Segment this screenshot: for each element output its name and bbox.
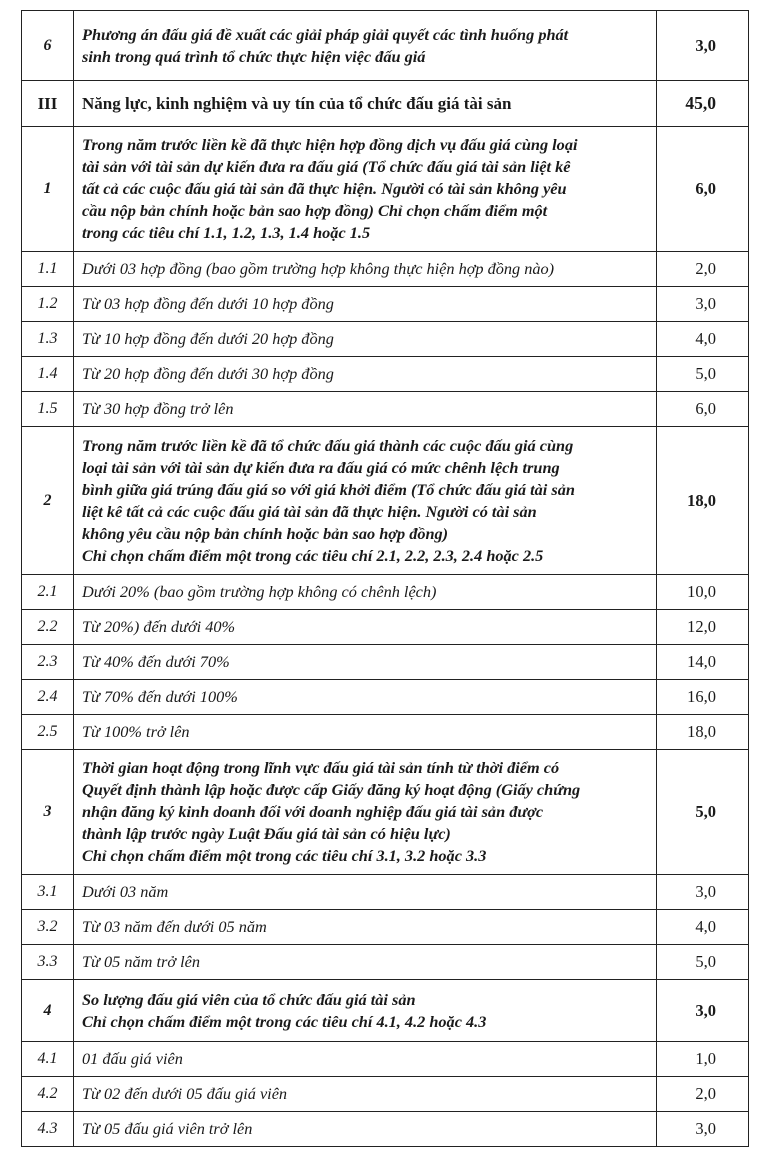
criterion-number: 4.3 bbox=[22, 1112, 74, 1147]
criterion-number: III bbox=[22, 81, 74, 127]
description-line: Thời gian hoạt động trong lĩnh vực đấu giá tài sản tính từ thời điểm có bbox=[82, 758, 560, 777]
sub-criterion-row bbox=[22, 1112, 749, 1147]
criterion-score: 6,0 bbox=[657, 127, 749, 252]
description-line: Từ 05 đấu giá viên trở lên bbox=[82, 1119, 253, 1138]
sub-criterion-row bbox=[22, 715, 749, 750]
description-line: Chỉ chọn chấm điểm một trong các tiêu chí 3.1, 3.2 hoặc 3.3 bbox=[82, 846, 487, 865]
criterion-description bbox=[74, 11, 657, 81]
description-line: Từ 05 năm trở lên bbox=[82, 952, 200, 971]
description-line: loại tài sản với tài sản dự kiến đưa ra đấu giá có mức chênh lệch trung bbox=[82, 457, 560, 477]
criterion-row bbox=[22, 427, 749, 575]
criterion-description bbox=[74, 287, 657, 322]
description-line: Dưới 03 hợp đồng (bao gồm trường hợp không thực hiện hợp đồng nào) bbox=[82, 259, 555, 278]
criterion-description bbox=[74, 1112, 657, 1147]
description-line: Từ 02 đến dưới 05 đấu giá viên bbox=[82, 1084, 288, 1103]
description-line: không yêu cầu nộp bản chính hoặc bản sao hợp đồng) bbox=[82, 523, 449, 543]
description-line: Từ 20 hợp đồng đến dưới 30 hợp đồng bbox=[82, 364, 334, 383]
criterion-description bbox=[74, 715, 657, 750]
criterion-number: 2.3 bbox=[22, 645, 74, 680]
criterion-row bbox=[22, 127, 749, 252]
description-line: Trong năm trước liền kề đã tổ chức đấu giá thành các cuộc đấu giá cùng bbox=[82, 435, 574, 455]
criterion-number: 3 bbox=[22, 750, 74, 875]
criterion-description bbox=[74, 1042, 657, 1077]
criterion-number: 3.2 bbox=[22, 910, 74, 945]
criterion-score: 5,0 bbox=[657, 945, 749, 980]
criterion-score: 3,0 bbox=[657, 980, 749, 1042]
description-line: Trong năm trước liền kề đã thực hiện hợp đồng dịch vụ đấu giá cùng loại bbox=[82, 135, 578, 154]
criterion-number: 2.2 bbox=[22, 610, 74, 645]
description-line: tất cả các cuộc đấu giá tài sản đã thực hiện. Người có tài sản không yêu bbox=[82, 179, 567, 198]
sub-criterion-row bbox=[22, 680, 749, 715]
scoring-criteria-table bbox=[21, 10, 749, 1147]
criterion-number: 1.4 bbox=[22, 357, 74, 392]
description-line: Quyết định thành lập hoặc được cấp Giấy đăng ký hoạt động (Giấy chứng bbox=[82, 780, 581, 799]
criterion-score: 4,0 bbox=[657, 910, 749, 945]
criterion-description bbox=[74, 945, 657, 980]
sub-criterion-row bbox=[22, 322, 749, 357]
description-line: sinh trong quá trình tổ chức thực hiện việc đấu giá bbox=[82, 46, 426, 66]
criterion-description bbox=[74, 575, 657, 610]
criterion-number: 2 bbox=[22, 427, 74, 575]
criterion-row bbox=[22, 11, 749, 81]
sub-criterion-row bbox=[22, 287, 749, 322]
criterion-description bbox=[74, 645, 657, 680]
sub-criterion-row bbox=[22, 575, 749, 610]
sub-criterion-row bbox=[22, 875, 749, 910]
description-line: liệt kê tất cả các cuộc đấu giá tài sản đã thực hiện. Người có tài sản bbox=[82, 501, 537, 521]
criterion-number: 3.3 bbox=[22, 945, 74, 980]
criterion-number: 2.1 bbox=[22, 575, 74, 610]
criterion-score: 3,0 bbox=[657, 287, 749, 322]
criterion-description bbox=[74, 357, 657, 392]
criterion-number: 6 bbox=[22, 11, 74, 81]
criterion-score: 45,0 bbox=[657, 81, 749, 127]
sub-criterion-row bbox=[22, 357, 749, 392]
description-line: Từ 10 hợp đồng đến dưới 20 hợp đồng bbox=[82, 329, 334, 348]
description-line: trong các tiêu chí 1.1, 1.2, 1.3, 1.4 hoặc 1.5 bbox=[82, 223, 371, 242]
criterion-score: 3,0 bbox=[657, 1112, 749, 1147]
criterion-number: 4.2 bbox=[22, 1077, 74, 1112]
description-line: Chỉ chọn chấm điểm một trong các tiêu chí 4.1, 4.2 hoặc 4.3 bbox=[82, 1011, 487, 1031]
criterion-row bbox=[22, 980, 749, 1042]
criterion-number: 1.2 bbox=[22, 287, 74, 322]
criterion-number: 1.1 bbox=[22, 252, 74, 287]
description-line: So lượng đấu giá viên của tổ chức đấu giá tài sản bbox=[82, 989, 416, 1009]
criterion-description bbox=[74, 1077, 657, 1112]
criterion-number: 1.3 bbox=[22, 322, 74, 357]
criterion-description bbox=[74, 81, 657, 127]
criterion-description bbox=[74, 750, 657, 875]
criterion-description bbox=[74, 875, 657, 910]
criterion-description bbox=[74, 127, 657, 252]
criterion-score: 5,0 bbox=[657, 357, 749, 392]
sub-criterion-row bbox=[22, 392, 749, 427]
sub-criterion-row bbox=[22, 945, 749, 980]
description-line: 01 đấu giá viên bbox=[82, 1049, 183, 1068]
criterion-description bbox=[74, 252, 657, 287]
description-line: nhận đăng ký kinh doanh đối với doanh nghiệp đấu giá tài sản được bbox=[82, 802, 544, 821]
sub-criterion-row bbox=[22, 645, 749, 680]
criterion-number: 4 bbox=[22, 980, 74, 1042]
criterion-score: 12,0 bbox=[657, 610, 749, 645]
criterion-score: 6,0 bbox=[657, 392, 749, 427]
criterion-description bbox=[74, 680, 657, 715]
description-line: Phương án đấu giá đề xuất các giải pháp giải quyết các tình huống phát bbox=[82, 24, 569, 44]
criterion-number: 3.1 bbox=[22, 875, 74, 910]
criterion-score: 2,0 bbox=[657, 252, 749, 287]
criterion-score: 18,0 bbox=[657, 715, 749, 750]
criterion-score: 1,0 bbox=[657, 1042, 749, 1077]
criterion-description bbox=[74, 980, 657, 1042]
description-line: thành lập trước ngày Luật Đấu giá tài sản có hiệu lực) bbox=[82, 824, 451, 843]
sub-criterion-row bbox=[22, 1077, 749, 1112]
criterion-score: 3,0 bbox=[657, 11, 749, 81]
criterion-number: 2.5 bbox=[22, 715, 74, 750]
sub-criterion-row bbox=[22, 610, 749, 645]
criterion-score: 4,0 bbox=[657, 322, 749, 357]
description-line: Từ 40% đến dưới 70% bbox=[82, 652, 230, 671]
description-line: Từ 30 hợp đồng trở lên bbox=[82, 399, 234, 418]
criterion-description bbox=[74, 910, 657, 945]
criterion-score: 16,0 bbox=[657, 680, 749, 715]
criterion-row bbox=[22, 750, 749, 875]
description-line: Dưới 03 năm bbox=[82, 882, 169, 901]
criteria-table-body bbox=[22, 11, 749, 1147]
criterion-number: 4.1 bbox=[22, 1042, 74, 1077]
description-line: Từ 100% trở lên bbox=[82, 722, 190, 741]
description-line: Năng lực, kinh nghiệm và uy tín của tổ chức đấu giá tài sản bbox=[82, 93, 512, 113]
description-line: bình giữa giá trúng đấu giá so với giá khởi điểm (Tổ chức đấu giá tài sản bbox=[82, 479, 575, 499]
sub-criterion-row bbox=[22, 1042, 749, 1077]
criterion-score: 5,0 bbox=[657, 750, 749, 875]
criterion-score: 14,0 bbox=[657, 645, 749, 680]
criterion-score: 3,0 bbox=[657, 875, 749, 910]
sub-criterion-row bbox=[22, 910, 749, 945]
description-line: Chỉ chọn chấm điểm một trong các tiêu chí 2.1, 2.2, 2.3, 2.4 hoặc 2.5 bbox=[82, 545, 544, 565]
document-page bbox=[21, 10, 748, 1147]
criterion-score: 10,0 bbox=[657, 575, 749, 610]
description-line: tài sản với tài sản dự kiến đưa ra đấu giá (Tổ chức đấu giá tài sản liệt kê bbox=[82, 157, 571, 176]
criterion-description bbox=[74, 322, 657, 357]
sub-criterion-row bbox=[22, 252, 749, 287]
criterion-score: 18,0 bbox=[657, 427, 749, 575]
section-row bbox=[22, 81, 749, 127]
description-line: Từ 70% đến dưới 100% bbox=[82, 687, 238, 706]
description-line: Từ 03 hợp đồng đến dưới 10 hợp đồng bbox=[82, 294, 334, 313]
criterion-description bbox=[74, 610, 657, 645]
criterion-number: 1.5 bbox=[22, 392, 74, 427]
criterion-number: 1 bbox=[22, 127, 74, 252]
description-line: cầu nộp bản chính hoặc bản sao hợp đồng) Chỉ chọn chấm điểm một bbox=[82, 201, 548, 220]
criterion-description bbox=[74, 427, 657, 575]
criterion-description bbox=[74, 392, 657, 427]
criterion-score: 2,0 bbox=[657, 1077, 749, 1112]
description-line: Từ 03 năm đến dưới 05 năm bbox=[82, 917, 267, 936]
description-line: Từ 20%) đến dưới 40% bbox=[82, 617, 236, 636]
description-line: Dưới 20% (bao gồm trường hợp không có chênh lệch) bbox=[82, 582, 437, 601]
criterion-number: 2.4 bbox=[22, 680, 74, 715]
